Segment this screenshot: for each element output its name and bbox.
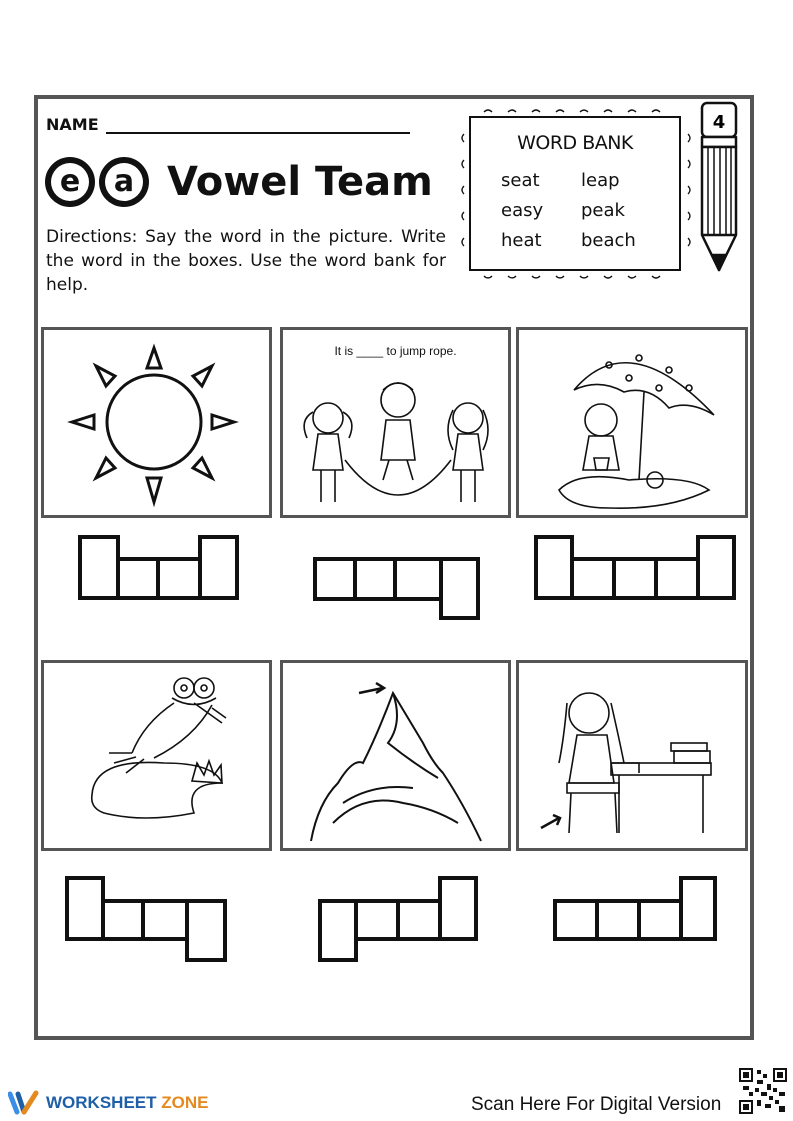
letter-box[interactable] <box>318 899 358 962</box>
title-row <box>45 155 433 209</box>
scan-text: Scan Here For Digital Version <box>471 1094 722 1115</box>
letter-box[interactable] <box>156 557 202 600</box>
letter-box[interactable] <box>354 899 400 941</box>
picture-panel-sun <box>41 327 272 518</box>
brand-name-part1: WORKSHEET <box>46 1093 157 1112</box>
letter-box[interactable] <box>534 535 574 600</box>
letter-box[interactable] <box>595 899 641 941</box>
word-bank-word: beach <box>581 230 636 251</box>
picture-panel-frog-leap <box>41 660 272 851</box>
sun-icon <box>44 330 275 521</box>
letter-box[interactable] <box>185 899 227 962</box>
word-bank-list <box>501 170 661 251</box>
word-bank-word: leap <box>581 170 620 191</box>
picture-panel-girl-seat <box>516 660 748 851</box>
word-bank <box>469 116 681 271</box>
word-bank-word: peak <box>581 200 625 221</box>
letter-box[interactable] <box>612 557 658 600</box>
jump-rope-icon <box>283 330 514 521</box>
picture-panel-jump-rope <box>280 327 511 518</box>
letter-e-circle: e <box>45 157 95 207</box>
letter-box[interactable] <box>116 557 160 600</box>
frog-leap-icon <box>44 663 275 854</box>
page-title: Vowel Team <box>167 159 433 205</box>
letter-box[interactable] <box>353 557 397 601</box>
letter-box[interactable] <box>553 899 599 941</box>
letter-box[interactable] <box>654 557 700 600</box>
letter-box[interactable] <box>570 557 616 600</box>
worksheet-zone-logo[interactable] <box>8 1090 208 1116</box>
letter-box[interactable] <box>198 535 239 600</box>
letter-box[interactable] <box>65 876 105 941</box>
letter-box[interactable] <box>396 899 442 941</box>
letter-box[interactable] <box>439 557 480 620</box>
girl-seat-icon <box>519 663 751 854</box>
beach-icon <box>519 330 751 521</box>
letter-box[interactable] <box>438 876 478 941</box>
picture-caption: It is ____ to jump rope. <box>334 344 457 358</box>
name-label: NAME <box>46 115 99 134</box>
letter-box[interactable] <box>101 899 145 941</box>
qr-code-icon[interactable] <box>739 1068 787 1114</box>
letter-a-circle: a <box>99 157 149 207</box>
number-badge: 4 <box>712 112 726 133</box>
brand-name-part2: ZONE <box>161 1093 209 1112</box>
name-line[interactable] <box>106 132 410 134</box>
picture-panel-beach <box>516 327 748 518</box>
word-bank-word: seat <box>501 170 540 191</box>
word-bank-title: WORD BANK <box>517 132 633 154</box>
word-bank-word: easy <box>501 200 544 221</box>
letter-box[interactable] <box>141 899 189 941</box>
letter-box[interactable] <box>696 535 736 600</box>
word-bank-word: heat <box>501 230 542 251</box>
letter-box[interactable] <box>679 876 717 941</box>
letter-box[interactable] <box>78 535 120 600</box>
worksheet-zone-icon <box>8 1090 40 1116</box>
letter-box[interactable] <box>313 557 357 601</box>
letter-box[interactable] <box>637 899 683 941</box>
directions-text: Directions: Say the word in the picture. Write the word in the boxes. Use the word bank for help. <box>46 227 446 295</box>
mountain-peak-icon <box>283 663 514 854</box>
letter-box[interactable] <box>393 557 443 601</box>
pencil-icon <box>694 100 744 272</box>
picture-panel-mountain-peak <box>280 660 511 851</box>
